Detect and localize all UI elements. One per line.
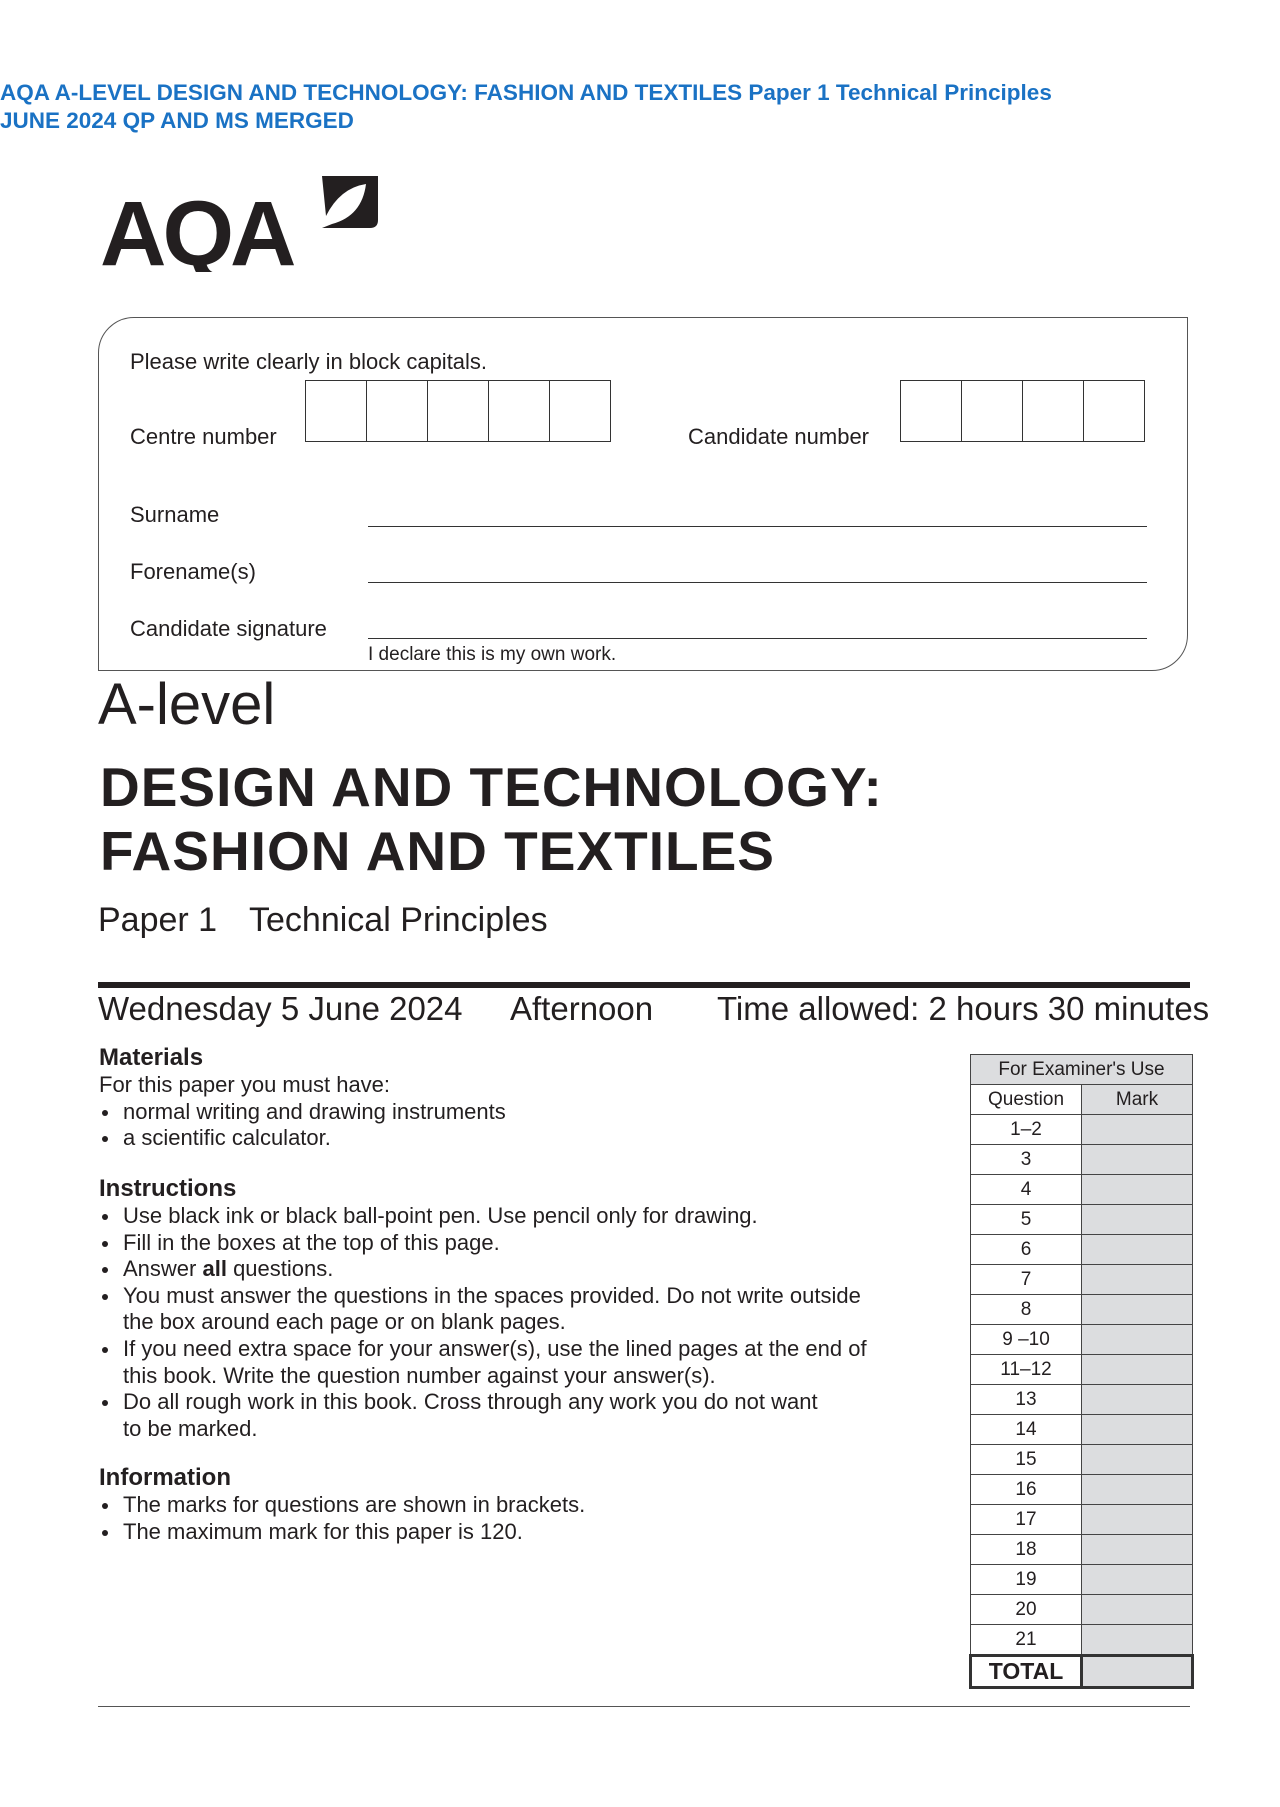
total-row xyxy=(971,1656,1193,1688)
table-row xyxy=(971,1505,1193,1535)
mark-cell xyxy=(1082,1265,1193,1295)
signature-field[interactable] xyxy=(368,638,1147,639)
question-number: 8 xyxy=(971,1295,1082,1325)
mark-cell xyxy=(1082,1295,1193,1325)
question-number: 20 xyxy=(971,1595,1082,1625)
question-column-header: Question xyxy=(971,1085,1082,1115)
materials-section xyxy=(99,1044,939,1152)
signature-label: Candidate signature xyxy=(130,616,327,641)
exam-session: Afternoon xyxy=(510,990,654,1027)
total-label: TOTAL xyxy=(971,1656,1082,1688)
instructions-section xyxy=(99,1175,867,1442)
question-number: 19 xyxy=(971,1565,1082,1595)
exam-date: Wednesday 5 June 2024 xyxy=(98,990,463,1027)
question-number: 7 xyxy=(971,1265,1082,1295)
list-item: The marks for questions are shown in brackets. xyxy=(99,1492,585,1519)
surname-label: Surname xyxy=(130,502,220,527)
examiner-use-table xyxy=(969,1054,1194,1689)
list-item: Answer all questions. xyxy=(99,1256,867,1283)
svg-text:AQA: AQA xyxy=(100,183,293,272)
document-header-line2: JUNE 2024 QP AND MS MERGED xyxy=(0,108,354,133)
information-section xyxy=(99,1464,585,1545)
question-number: 14 xyxy=(971,1415,1082,1445)
materials-intro: For this paper you must have: xyxy=(99,1072,391,1097)
question-number: 13 xyxy=(971,1385,1082,1415)
forename-label: Forename(s) xyxy=(130,559,256,584)
question-number: 5 xyxy=(971,1205,1082,1235)
paper-number: Paper 1 xyxy=(98,901,218,939)
table-row xyxy=(971,1235,1193,1265)
question-number: 9 –10 xyxy=(971,1325,1082,1355)
document-header-line1: AQA A-LEVEL DESIGN AND TECHNOLOGY: FASHION AND TEXTILES Paper 1 Technical Principles xyxy=(0,80,1052,105)
candidate-number-label: Candidate number xyxy=(688,424,870,449)
list-item: If you need extra space for your answer(s), use the lined pages at the end of xyxy=(99,1336,867,1363)
instructions-heading: Instructions xyxy=(99,1175,237,1202)
table-row xyxy=(971,1595,1193,1625)
mark-cell xyxy=(1082,1355,1193,1385)
question-number: 4 xyxy=(971,1175,1082,1205)
mark-cell xyxy=(1082,1415,1193,1445)
mark-column-header: Mark xyxy=(1082,1085,1193,1115)
table-row xyxy=(971,1475,1193,1505)
table-row xyxy=(971,1385,1193,1415)
materials-heading: Materials xyxy=(99,1044,204,1071)
table-row xyxy=(971,1175,1193,1205)
table-row xyxy=(971,1325,1193,1355)
question-number: 6 xyxy=(971,1235,1082,1265)
question-number: 11–12 xyxy=(971,1355,1082,1385)
centre-number-label: Centre number xyxy=(130,424,277,449)
surname-field[interactable] xyxy=(368,526,1147,527)
question-number: 16 xyxy=(971,1475,1082,1505)
table-row xyxy=(971,1355,1193,1385)
table-row xyxy=(971,1265,1193,1295)
list-item: Fill in the boxes at the top of this page. xyxy=(99,1230,867,1257)
mark-cell xyxy=(1082,1325,1193,1355)
table-row xyxy=(971,1415,1193,1445)
table-row xyxy=(971,1115,1193,1145)
list-item: Do all rough work in this book. Cross through any work you do not want xyxy=(99,1389,867,1416)
information-heading: Information xyxy=(99,1464,231,1491)
mark-cell xyxy=(1082,1175,1193,1205)
block-capitals-instruction: Please write clearly in block capitals. xyxy=(130,349,488,374)
mark-cell xyxy=(1082,1115,1193,1145)
mark-cell xyxy=(1082,1445,1193,1475)
table-row xyxy=(971,1565,1193,1595)
mark-cell xyxy=(1082,1505,1193,1535)
mark-cell xyxy=(1082,1205,1193,1235)
mark-cell xyxy=(1082,1475,1193,1505)
question-number: 3 xyxy=(971,1145,1082,1175)
question-number: 21 xyxy=(971,1625,1082,1656)
forename-field[interactable] xyxy=(368,582,1147,583)
list-item-continued: the box around each page or on blank pages. xyxy=(123,1309,566,1335)
total-mark-cell xyxy=(1082,1656,1193,1688)
table-row xyxy=(971,1205,1193,1235)
table-row xyxy=(971,1625,1193,1656)
paper-name: Technical Principles xyxy=(249,901,548,939)
table-row xyxy=(971,1535,1193,1565)
question-number: 17 xyxy=(971,1505,1082,1535)
question-number: 18 xyxy=(971,1535,1082,1565)
list-item-continued: to be marked. xyxy=(123,1415,258,1441)
list-item: The maximum mark for this paper is 120. xyxy=(99,1519,585,1546)
level-title: A-level xyxy=(98,672,276,737)
mark-cell xyxy=(1082,1595,1193,1625)
mark-cell xyxy=(1082,1535,1193,1565)
question-number: 15 xyxy=(971,1445,1082,1475)
candidate-number-input[interactable] xyxy=(900,380,1145,442)
question-number: 1–2 xyxy=(971,1115,1082,1145)
table-row xyxy=(971,1295,1193,1325)
list-item: Use black ink or black ball-point pen. Use pencil only for drawing. xyxy=(99,1203,867,1230)
mark-cell xyxy=(1082,1385,1193,1415)
list-item-continued: this book. Write the question number against your answer(s). xyxy=(123,1362,716,1388)
subject-title-line1: DESIGN AND TECHNOLOGY: xyxy=(100,756,883,818)
mark-cell xyxy=(1082,1145,1193,1175)
list-item: normal writing and drawing instruments xyxy=(99,1099,939,1126)
time-allowed: Time allowed: 2 hours 30 minutes xyxy=(717,990,1210,1027)
examiner-table-title: For Examiner's Use xyxy=(971,1055,1193,1085)
centre-number-input[interactable] xyxy=(305,380,611,442)
subject-title-line2: FASHION AND TEXTILES xyxy=(100,820,775,882)
declaration-text: I declare this is my own work. xyxy=(368,644,617,665)
mark-cell xyxy=(1082,1565,1193,1595)
table-row xyxy=(971,1145,1193,1175)
table-row xyxy=(971,1445,1193,1475)
mark-cell xyxy=(1082,1235,1193,1265)
divider-rule xyxy=(98,982,1190,988)
list-item: a scientific calculator. xyxy=(99,1125,939,1152)
footer-rule xyxy=(98,1706,1190,1707)
mark-cell xyxy=(1082,1625,1193,1656)
aqa-logo xyxy=(100,172,382,277)
list-item: You must answer the questions in the spaces provided. Do not write outside xyxy=(99,1283,867,1310)
